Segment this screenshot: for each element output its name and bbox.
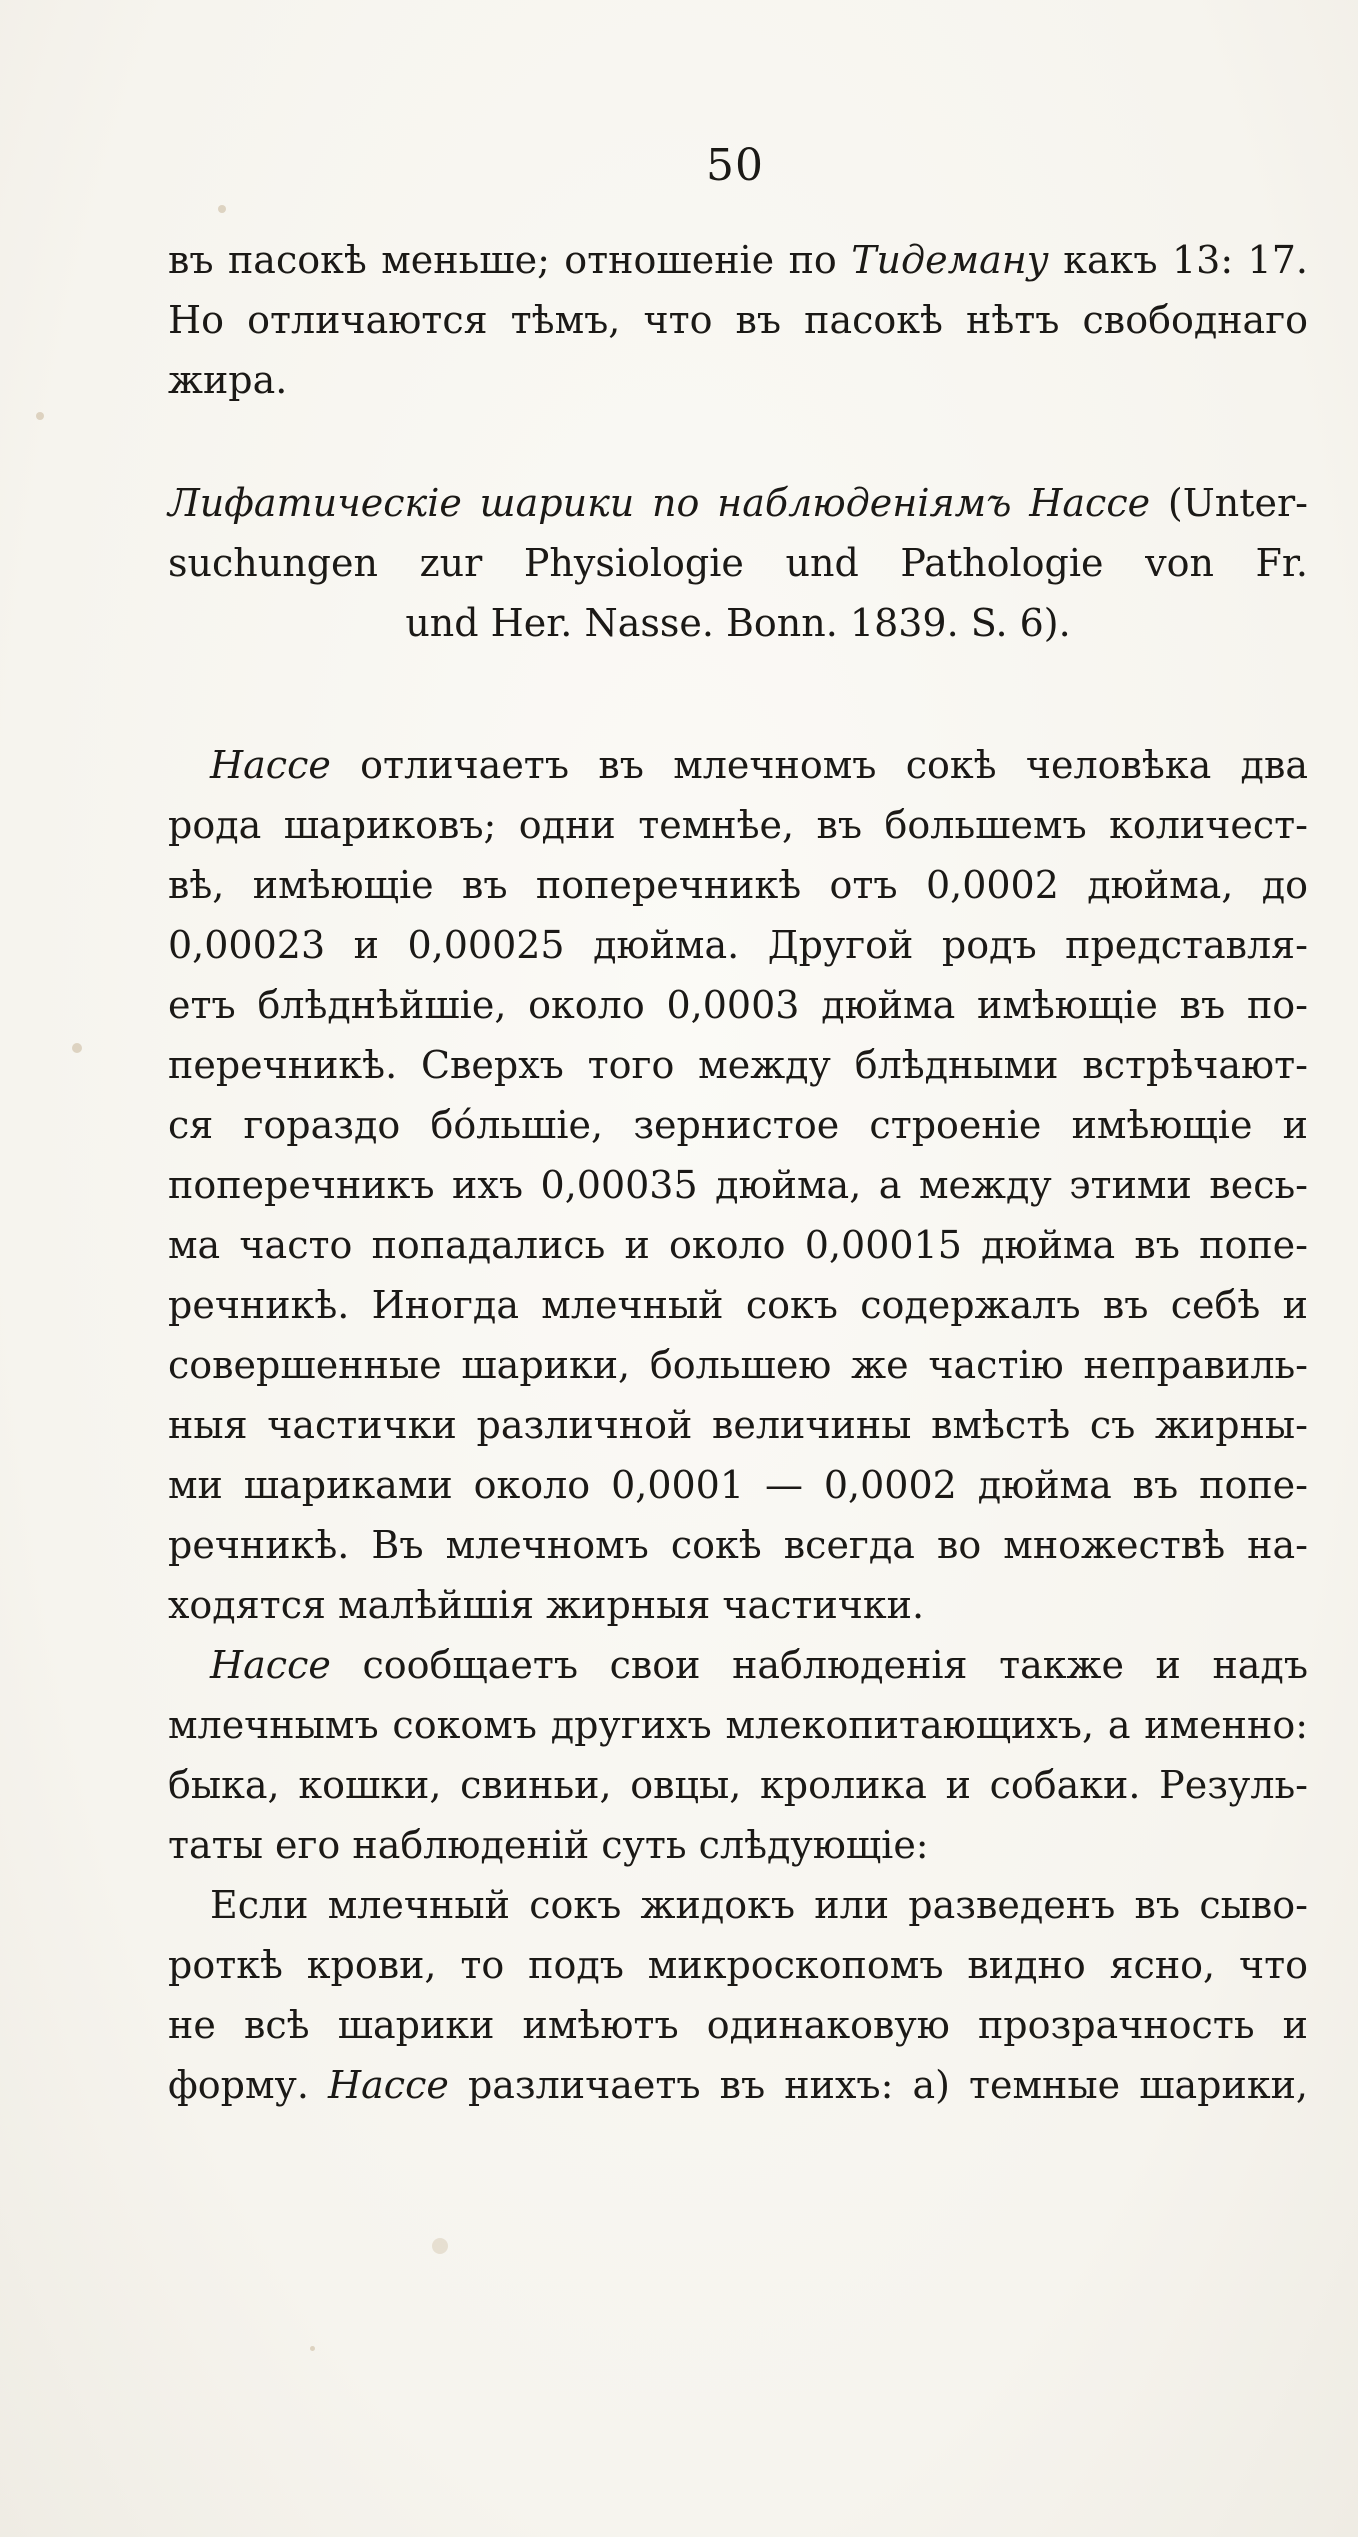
text-line xyxy=(168,1395,1308,1455)
text-span: различаетъ въ нихъ: a) темные шарики, xyxy=(448,2063,1308,2107)
text-span: какъ 13: 17. xyxy=(1048,238,1308,282)
italic-text-span: Нассе xyxy=(210,1643,331,1687)
text-span: речникѣ. Въ млечномъ сокѣ всегда во множествѣ на- xyxy=(168,1523,1308,1567)
text-line xyxy=(168,350,1308,410)
paragraph-first-line xyxy=(210,1875,1308,1935)
text-span: поперечникъ ихъ 0,00035 дюйма, а между этими весь- xyxy=(168,1163,1308,1207)
text-span: (Unter- xyxy=(1150,481,1308,525)
text-span: млечнымъ сокомъ другихъ млекопитающихъ, а именно: xyxy=(168,1703,1308,1747)
text-span: ныя частички различной величины вмѣстѣ съ жирны- xyxy=(168,1403,1308,1447)
paper-speck xyxy=(72,1043,82,1053)
text-line xyxy=(168,1935,1308,1995)
paper-speck xyxy=(310,2346,315,2351)
text-line xyxy=(168,1815,1308,1875)
text-span: вѣ, имѣющіе въ поперечникѣ отъ 0,0002 дюйма, до xyxy=(168,863,1308,907)
section-heading-line xyxy=(168,593,1308,653)
text-line xyxy=(168,795,1308,855)
text-line xyxy=(168,1515,1308,1575)
text-span: ма часто попадались и около 0,00015 дюйма въ попе- xyxy=(168,1223,1308,1267)
text-span: быка, кошки, свиньи, овцы, кролика и собаки. Резуль- xyxy=(168,1763,1308,1807)
italic-text-span: Нассе xyxy=(328,2063,449,2107)
text-line xyxy=(168,1215,1308,1275)
text-span: таты его наблюденій суть слѣдующіе: xyxy=(168,1823,929,1867)
text-line xyxy=(168,855,1308,915)
text-span: und Her. Nasse. Bonn. 1839. S. 6). xyxy=(405,601,1071,645)
section-heading-line xyxy=(168,473,1308,533)
text-span: въ пасокѣ меньше; отношеніе по xyxy=(168,238,852,282)
paragraph-first-line xyxy=(210,1635,1308,1695)
page-number: 50 xyxy=(706,140,764,191)
text-span: речникѣ. Иногда млечный сокъ содержалъ въ себѣ и xyxy=(168,1283,1308,1327)
text-span: ми шариками около 0,0001 — 0,0002 дюйма въ попе- xyxy=(168,1463,1308,1507)
text-span: ся гораздо бо́льшіе, зернистое строеніе имѣющіе и xyxy=(168,1103,1308,1147)
paper-speck xyxy=(432,2238,448,2254)
text-span: 0,00023 и 0,00025 дюйма. Другой родъ представля- xyxy=(168,923,1308,967)
text-span: етъ блѣднѣйшіе, около 0,0003 дюйма имѣющіе въ по- xyxy=(168,983,1308,1027)
italic-text-span: Нассе xyxy=(210,743,331,787)
section-heading-line xyxy=(168,533,1308,593)
text-span: форму. xyxy=(168,2063,329,2107)
text-line xyxy=(168,1335,1308,1395)
paper-speck xyxy=(218,205,226,213)
text-span: suchungen zur Physiologie und Pathologie von Fr. xyxy=(168,541,1308,585)
text-line xyxy=(168,1095,1308,1155)
text-span: сообщаетъ свои наблюденія также и надъ xyxy=(330,1643,1308,1687)
text-span: не всѣ шарики имѣютъ одинаковую прозрачность и xyxy=(168,2003,1308,2047)
text-line xyxy=(168,1695,1308,1755)
text-span: Но отличаются тѣмъ, что въ пасокѣ нѣтъ свободнаго xyxy=(168,298,1308,342)
text-span: роткѣ крови, то подъ микроскопомъ видно ясно, что xyxy=(168,1943,1308,1987)
text-span: отличаетъ въ млечномъ сокѣ человѣка два xyxy=(330,743,1308,787)
text-line xyxy=(168,1575,1308,1635)
text-line xyxy=(168,1455,1308,1515)
text-line xyxy=(168,1035,1308,1095)
italic-text-span: Тидеману xyxy=(851,238,1049,282)
text-line xyxy=(168,1155,1308,1215)
paper-speck xyxy=(36,412,44,420)
italic-text-span: Лифатическіе шарики по наблюденіямъ Нассе xyxy=(168,481,1151,525)
text-line xyxy=(168,975,1308,1035)
text-span: совершенные шарики, большею же частію неправиль- xyxy=(168,1343,1308,1387)
text-line xyxy=(168,2055,1308,2115)
paragraph-first-line xyxy=(210,735,1308,795)
text-line xyxy=(168,290,1308,350)
text-line xyxy=(168,1275,1308,1335)
text-line xyxy=(168,1995,1308,2055)
text-line xyxy=(168,915,1308,975)
text-span: рода шариковъ; одни темнѣе, въ большемъ количест- xyxy=(168,803,1308,847)
text-span: Если млечный сокъ жидокъ или разведенъ въ сыво- xyxy=(210,1883,1308,1927)
text-line xyxy=(168,1755,1308,1815)
text-span: перечникѣ. Сверхъ того между блѣдными встрѣчают- xyxy=(168,1043,1308,1087)
text-span: ходятся малѣйшія жирныя частички. xyxy=(168,1583,925,1627)
text-line xyxy=(168,230,1308,290)
text-span: жира. xyxy=(168,358,288,402)
